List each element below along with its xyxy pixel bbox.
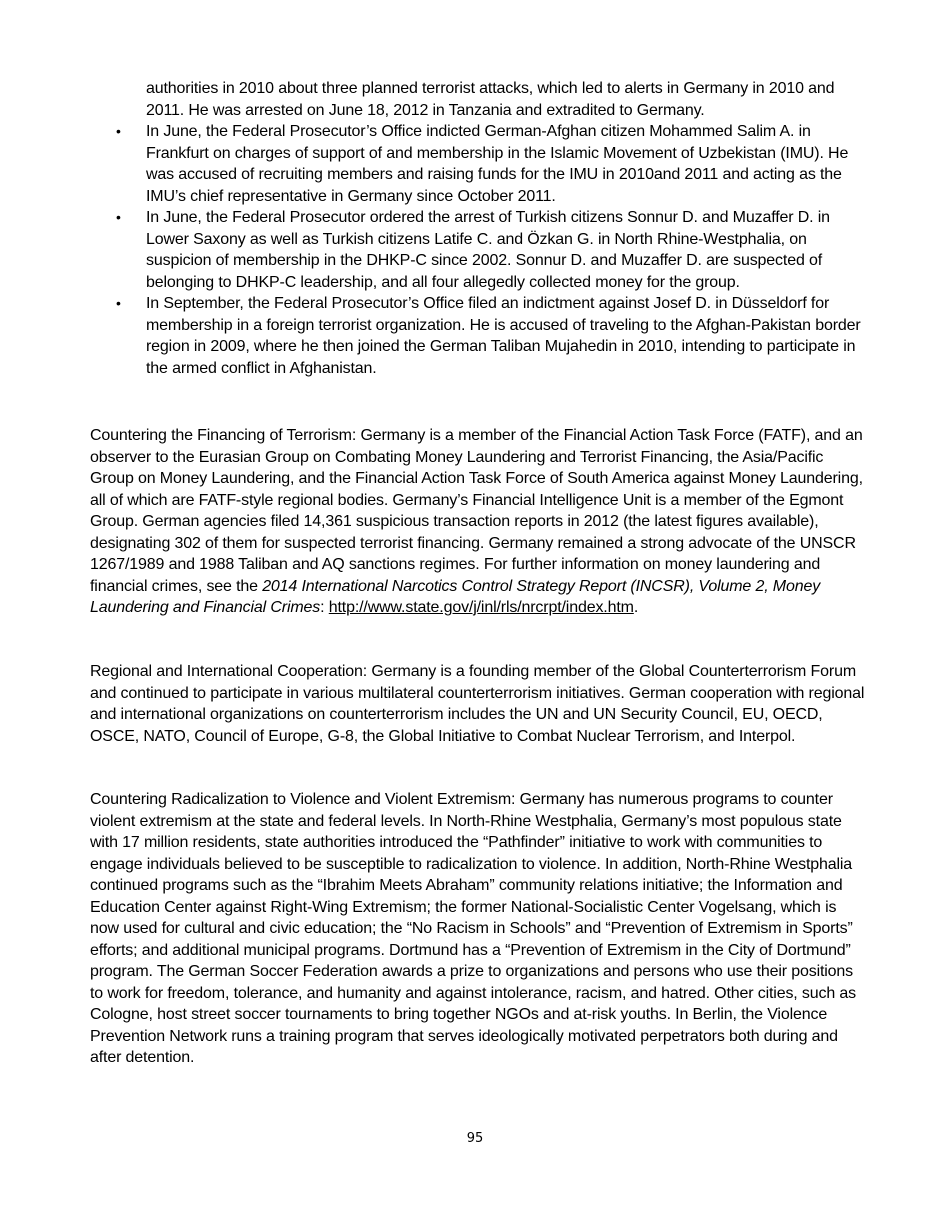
radicalization-body: Germany has numerous programs to counter violent extremism at the state and federal levels. In North-Rhine Westphalia, Germany’s most populous state with 17 million residents, state authorities introduced the “Pathfinder” initiative to work with communities to engage individuals believed to be susceptible to radicalization to violence. In addition, North-Rhine Westphalia continued programs such as the “Ibrahim Meets Abraham” community relations initiative; the Information and Education Center against Right-Wing Extremism; the former National-Socialistic Center Vogelsang, which is now used for cultural and civic education; the “No Racism in Schools” and “Prevention of Extremism in Sports” efforts; and additional municipal programs. Dortmund has a “Prevention of Extremism in the City of Dortmund” program. The German Soccer Federation awards a prize to organizations and persons who use their positions to work for freedom, tolerance, and humanity and against intolerance, racism, and hatred. Other cities, such as Cologne, host street soccer tournaments to bring together NGOs and at-risk youths. In Berlin, the Violence Prevention Network runs a training program that serves ideologically motivated perpetrators both during and after detention.: [90, 791, 856, 1066]
financing-heading: Countering the Financing of Terrorism:: [90, 427, 357, 444]
cooperation-heading: Regional and International Cooperation:: [90, 663, 368, 680]
cooperation-body: Germany is a founding member of the Global Counterterrorism Forum and continued to participate in various multilateral counterterrorism initiatives. German cooperation with regional and international organizations on counterterrorism includes the UN and UN Security Council, EU, OECD, OSCE, NATO, Council of Europe, G-8, the Global Initiative to Combat Nuclear Terrorism, and Interpol.: [90, 663, 865, 745]
report-colon: :: [320, 599, 325, 616]
list-item: [116, 293, 866, 379]
bullet-text: In September, the Federal Prosecutor’s Office filed an indictment against Josef D. in Düsseldorf for membership in a foreign terrorist organization. He is accused of traveling to the Afghan-Pakistan border region in 2009, where he then joined the German Taliban Mujahedin in 2010, intending to participate in the armed conflict in Afghanistan.: [146, 295, 861, 377]
financing-body: Germany is a member of the Financial Action Task Force (FATF), and an observer to the Eurasian Group on Combating Money Laundering and Terrorist Financing, the Asia/Pacific Group on Money Laundering, and the Financial Action Task Force of South America against Money Laundering, all of which are FATF-style regional bodies. Germany’s Financial Intelligence Unit is a member of the Egmont Group. German agencies filed 14,361 suspicious transaction reports in 2012 (the latest figures available), designating 302 of them for suspected terrorist financing. Germany remained a strong advocate of the UNSCR 1267/1989 and 1988 Taliban and AQ sanctions regimes. For further information on money laundering and financial crimes, see the: [90, 427, 863, 595]
bullet-icon: •: [116, 209, 121, 225]
list-item-continuation: [146, 78, 866, 121]
report-title: 2014 International Narcotics Control Strategy Report (INCSR), Volume 2, Money Laundering and Financial Crimes: [90, 577, 821, 616]
page-number: 95: [466, 1131, 484, 1146]
list-item: [116, 121, 866, 207]
bullet-icon: •: [116, 123, 121, 139]
bullet-text: In June, the Federal Prosecutor ordered the arrest of Turkish citizens Sonnur D. and Muzaffer D. in Lower Saxony as well as Turkish citizens Latife C. and Özkan G. in North Rhine-Westphalia, on suspicion of membership in the DHKP-C since 2002. Sonnur D. and Muzaffer D. are suspected of belonging to DHKP-C leadership, and all four allegedly collected money for the group.: [146, 209, 830, 291]
cooperation-section: [90, 661, 866, 747]
continuation-text: authorities in 2010 about three planned terrorist attacks, which led to alerts in Germany in 2010 and 2011. He was arrested on June 18, 2012 in Tanzania and extradited to Germany.: [146, 80, 835, 119]
radicalization-heading: Countering Radicalization to Violence and Violent Extremism:: [90, 791, 516, 808]
radicalization-section: [90, 789, 866, 1069]
bullet-icon: •: [116, 295, 121, 311]
financing-section: [90, 425, 866, 619]
bullet-text: In June, the Federal Prosecutor’s Office indicted German-Afghan citizen Mohammed Salim A. in Frankfurt on charges of support of and membership in the Islamic Movement of Uzbekistan (IMU). He was accused of recruiting members and raising funds for the IMU in 2010and 2011 and acting as the IMU’s chief representative in Germany since October 2011.: [146, 123, 849, 205]
incsr-link[interactable]: http://www.state.gov/j/inl/rls/nrcrpt/index.htm: [328, 599, 634, 616]
bullet-list: [116, 78, 866, 379]
list-item: [116, 207, 866, 293]
financing-end: .: [633, 599, 639, 616]
